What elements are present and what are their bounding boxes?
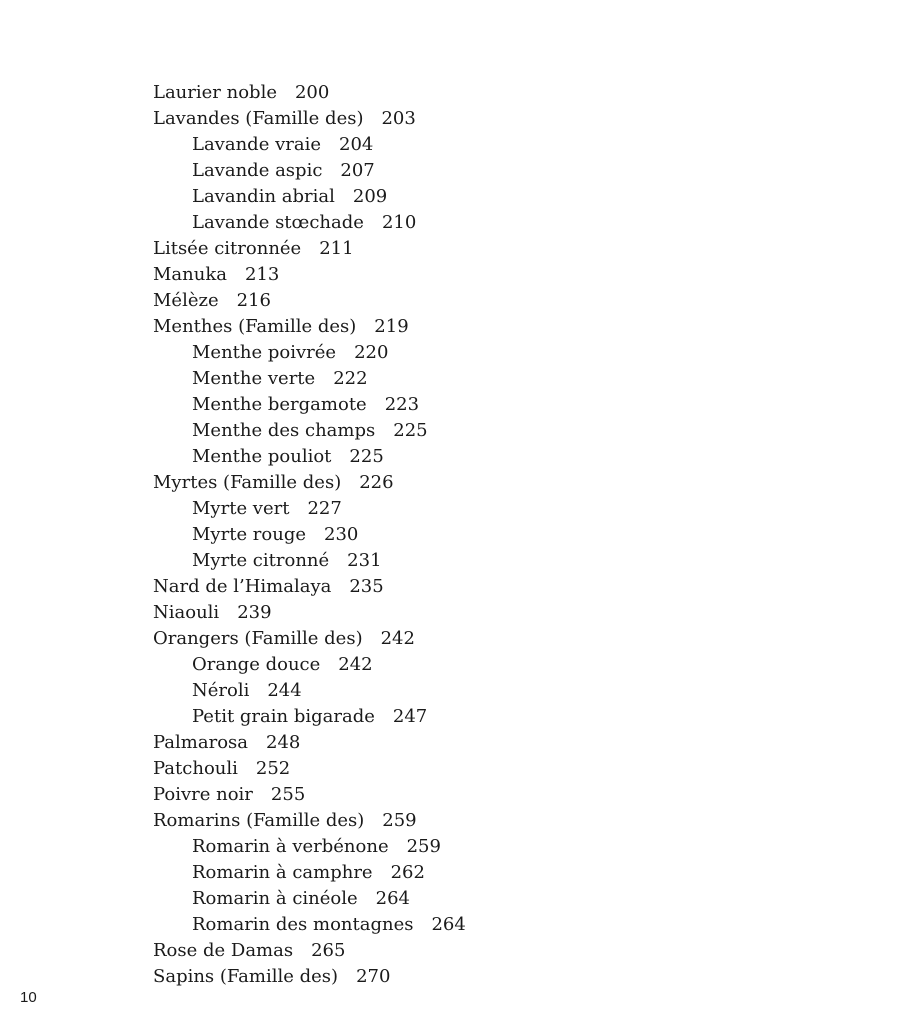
toc-entry-page: 264 (431, 914, 466, 935)
toc-entry-label: Menthes (Famille des) (153, 316, 357, 337)
toc-entry-label: Myrte rouge (192, 524, 307, 545)
toc-entry-label: Laurier noble (153, 82, 277, 103)
toc-entry-label: Niaouli (153, 602, 220, 623)
toc-subentry (153, 496, 466, 522)
toc-entry-label: Sapins (Famille des) (153, 966, 339, 987)
toc-entry (153, 782, 466, 808)
toc-entry-label: Litsée citronnée (153, 238, 302, 259)
toc-entry-page: 235 (349, 576, 384, 597)
toc-entry-page: 242 (380, 628, 415, 649)
toc-entry-page: 248 (266, 732, 301, 753)
toc-entry-label: Menthe bergamote (192, 394, 367, 415)
toc-entry-page: 216 (236, 290, 271, 311)
toc-entry (153, 80, 466, 106)
toc-entry-label: Myrte citronné (192, 550, 330, 571)
toc-entry-page: 262 (390, 862, 425, 883)
toc-entry-page: 247 (392, 706, 428, 727)
toc-entry-page: 222 (333, 368, 368, 389)
toc-entry (153, 236, 466, 262)
toc-entry (153, 288, 466, 314)
toc-entry-page: 270 (356, 966, 391, 987)
toc-entry (153, 808, 466, 834)
toc-entry-label: Menthe verte (192, 368, 316, 389)
toc-entry-page: 255 (270, 784, 306, 805)
toc-entry-page: 239 (237, 602, 272, 623)
toc-entry-page: 220 (354, 342, 389, 363)
toc-subentry (153, 340, 466, 366)
toc-entry-label: Rose de Damas (153, 940, 294, 961)
toc-entry (153, 938, 466, 964)
toc-entry-label: Lavande stœchade (192, 212, 364, 233)
toc-subentry (153, 418, 466, 444)
toc-entry (153, 626, 466, 652)
toc-subentry (153, 184, 466, 210)
toc-entry-page: 203 (381, 108, 416, 129)
toc-entry-page: 244 (267, 680, 302, 701)
toc-entry-label: Lavande vraie (192, 134, 321, 155)
toc-entry-page: 265 (311, 940, 346, 961)
toc-entry (153, 964, 466, 990)
toc-entry-page: 209 (352, 186, 388, 207)
toc-entry (153, 314, 466, 340)
toc-entry-page: 211 (319, 238, 354, 259)
toc-entry-label: Orange douce (192, 654, 321, 675)
toc-entry-label: Poivre noir (153, 784, 253, 805)
toc-entry-label: Romarin à verbénone (192, 836, 389, 857)
toc-subentry (153, 548, 466, 574)
toc-entry (153, 106, 466, 132)
toc-subentry (153, 210, 466, 236)
toc-subentry (153, 678, 466, 704)
toc-subentry (153, 158, 466, 184)
toc-entry-page: 252 (255, 758, 291, 779)
toc-entry-page: 225 (393, 420, 428, 441)
toc-entry-label: Lavandes (Famille des) (153, 108, 364, 129)
toc-entry (153, 600, 466, 626)
toc-entry-label: Romarin à cinéole (192, 888, 358, 909)
toc-entry (153, 470, 466, 496)
toc-entry (153, 574, 466, 600)
toc-entry-label: Romarin des montagnes (192, 914, 414, 935)
toc-entry-page: 219 (374, 316, 409, 337)
toc-entry-label: Lavande aspic (192, 160, 323, 181)
toc-entry-label: Myrtes (Famille des) (153, 472, 342, 493)
toc-entry-label: Mélèze (153, 290, 219, 311)
toc-entry-label: Orangers (Famille des) (153, 628, 363, 649)
toc-entry-page: 207 (340, 160, 375, 181)
toc-subentry (153, 860, 466, 886)
toc-subentry (153, 912, 466, 938)
toc-entry-page: 242 (338, 654, 373, 675)
toc-entry-label: Menthe pouliot (192, 446, 332, 467)
toc-subentry (153, 652, 466, 678)
toc-entry-page: 259 (382, 810, 417, 831)
toc-entry-label: Menthe des champs (192, 420, 376, 441)
toc-entry (153, 262, 466, 288)
toc-subentry (153, 132, 466, 158)
toc-entry-page: 264 (375, 888, 411, 909)
toc-entry-label: Lavandin abrial (192, 186, 335, 207)
toc-entry-label: Menthe poivrée (192, 342, 337, 363)
toc-entry-page: 227 (307, 498, 342, 519)
toc-entry-page: 213 (245, 264, 280, 285)
toc-entry-page: 259 (406, 836, 441, 857)
toc-subentry (153, 522, 466, 548)
toc-entry-label: Néroli (192, 680, 250, 701)
table-of-contents (153, 80, 466, 990)
toc-subentry (153, 366, 466, 392)
toc-entry-page: 200 (294, 82, 330, 103)
toc-entry-page: 230 (324, 524, 359, 545)
toc-entry-page: 204 (339, 134, 374, 155)
toc-subentry (153, 704, 466, 730)
toc-entry-label: Manuka (153, 264, 227, 285)
toc-subentry (153, 886, 466, 912)
toc-subentry (153, 444, 466, 470)
toc-entry-label: Nard de l’Himalaya (153, 576, 332, 597)
toc-entry-label: Patchouli (153, 758, 238, 779)
toc-entry-page: 225 (349, 446, 384, 467)
toc-entry-label: Palmarosa (153, 732, 249, 753)
toc-entry-page: 226 (359, 472, 394, 493)
toc-entry-page: 223 (384, 394, 420, 415)
toc-entry (153, 756, 466, 782)
page-number: 10 (20, 989, 37, 1006)
toc-entry-label: Romarins (Famille des) (153, 810, 365, 831)
toc-entry-label: Myrte vert (192, 498, 290, 519)
toc-entry-label: Romarin à camphre (192, 862, 373, 883)
toc-entry (153, 730, 466, 756)
toc-entry-label: Petit grain bigarade (192, 706, 375, 727)
toc-subentry (153, 392, 466, 418)
toc-subentry (153, 834, 466, 860)
toc-entry-page: 231 (347, 550, 382, 571)
toc-entry-page: 210 (381, 212, 417, 233)
